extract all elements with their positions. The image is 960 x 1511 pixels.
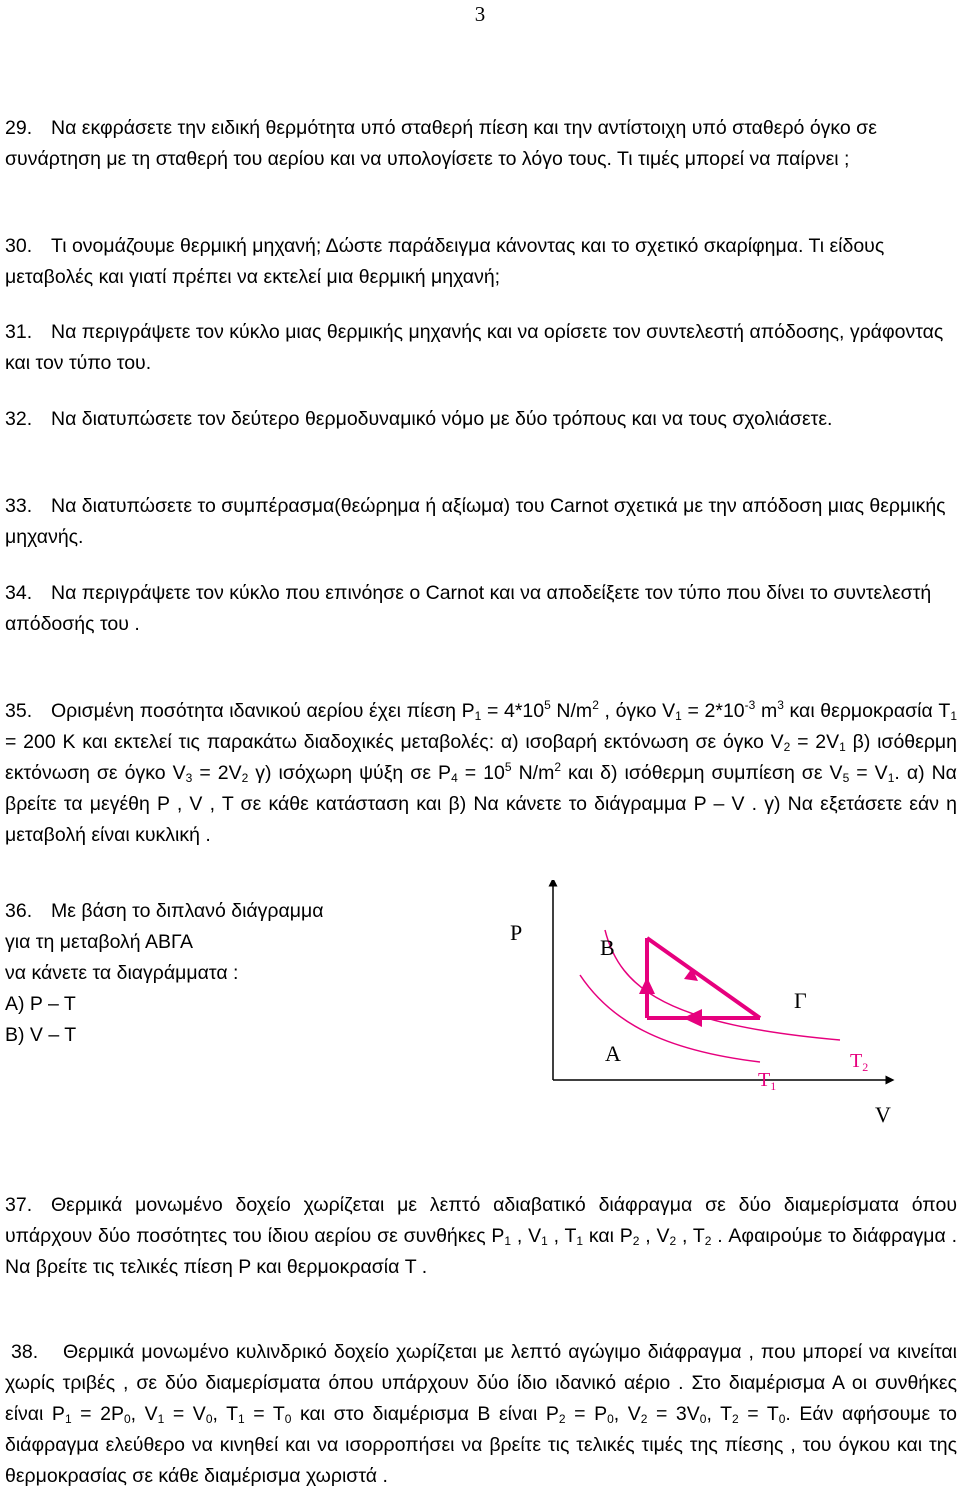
- question-number: 36.: [5, 900, 33, 922]
- subscript: 1: [541, 1234, 548, 1248]
- question-text: Να διατυπώσετε το συμπέρασμα(θεώρημα ή αξίωμα) του Carnot σχετικά με την απόδοση μιας θερμικής μηχανής.: [5, 495, 946, 548]
- question-text: Να εκφράσετε την ειδική θερμότητα υπό σταθερή πίεση και την αντίστοιχη υπό σταθερό όγκο σε συνάρτηση με τη σταθερή του αερίου και να υπολογίσετε το λόγο τους. Τι τιμές μπορεί να παίρνει ;: [5, 117, 877, 170]
- subscript: 4: [451, 771, 458, 785]
- text-run: = T: [244, 1403, 285, 1425]
- subscript: 0: [607, 1412, 614, 1426]
- text-run: και P: [583, 1225, 633, 1247]
- t1-letter: T: [758, 1069, 771, 1091]
- subscript: 2: [632, 1234, 640, 1248]
- subscript: 2: [669, 1234, 677, 1248]
- subscript: 1: [576, 1234, 584, 1248]
- label-p: P: [510, 920, 523, 945]
- question-number: 38.: [11, 1341, 39, 1363]
- text-run: = 3V: [647, 1403, 700, 1425]
- subscript: 0: [123, 1412, 131, 1426]
- page-number: 3: [474, 2, 486, 26]
- subscript: 5: [842, 771, 850, 785]
- text-run: , T: [706, 1403, 732, 1425]
- question-number: 29.: [5, 117, 33, 139]
- question-35: [5, 696, 957, 851]
- question-30: [5, 231, 957, 293]
- question-text: Να περιγράψετε τον κύκλο μιας θερμικής μηχανής και να ορίσετε τον συντελεστή απόδοσης, γράφοντας και τον τύπο του.: [5, 321, 944, 374]
- question-31: [5, 317, 957, 379]
- question-38: [5, 1337, 957, 1492]
- question-text: Να περιγράψετε τον κύκλο που επινόησε ο Carnot και να αποδείξετε τον τύπο που δίνει το συντελεστή απόδοσής του .: [5, 582, 932, 635]
- subscript: 1: [887, 771, 895, 785]
- question-33: [5, 491, 957, 553]
- subscript: 1: [839, 740, 846, 754]
- text-run: N/m: [511, 762, 555, 784]
- superscript: 5: [544, 698, 551, 712]
- subscript: 1: [238, 1412, 245, 1426]
- subscript: 2: [241, 771, 249, 785]
- question-number: 30.: [5, 235, 33, 257]
- text-run: = 2V: [192, 762, 242, 784]
- question-text-line: Με βάση το διπλανό διάγραμμα: [51, 900, 324, 922]
- label-v: V: [875, 1102, 891, 1127]
- superscript: 3: [777, 698, 784, 712]
- question-number: 32.: [5, 408, 33, 430]
- superscript: 2: [554, 760, 562, 774]
- text-run: = 4*10: [481, 700, 545, 722]
- subscript: 2: [704, 1234, 712, 1248]
- arrow-ab: [639, 977, 655, 994]
- subscript: 1: [157, 1412, 165, 1426]
- label-t1: [758, 1069, 776, 1093]
- subscript: 2: [732, 1412, 739, 1426]
- text-run: Θερμικά μονωμένο κυλινδρικό δοχείο χωρίζεται με λεπτό αγώγιμο διάφραγμα , που μπορεί να κινείται χωρίς τριβές , σε δύο διαμερίσματα όπου υπάρχουν δύο ίδιο ιδανικό αέριο . Στο διαμέρισμα Α οι συνθήκες είναι P: [5, 1341, 957, 1425]
- text-run: , V: [613, 1403, 641, 1425]
- question-34: [5, 578, 957, 640]
- text-run: Ορισμένη ποσότητα ιδανικού αερίου έχει πίεση P: [51, 700, 475, 722]
- question-32: [5, 404, 957, 435]
- subscript: 1: [64, 1412, 72, 1426]
- subscript: 0: [778, 1412, 786, 1426]
- text-run: = 10: [457, 762, 505, 784]
- isotherm-t2: [605, 930, 840, 1040]
- subscript: 1: [675, 709, 682, 723]
- text-run: και στο διαμέρισμα B είναι P: [291, 1403, 559, 1425]
- superscript: 2: [592, 698, 599, 712]
- text-run: = 2P: [71, 1403, 124, 1425]
- text-run: , T: [676, 1225, 705, 1247]
- text-run: και δ) ισόθερμη συμπίεση σε V: [561, 762, 843, 784]
- text-run: , όγκο V: [598, 700, 676, 722]
- label-t2: [850, 1050, 868, 1074]
- t1-subscript: 1: [770, 1079, 777, 1093]
- text-run: . Εάν αφήσουμε το διάφραγμα ελεύθερο να κινηθεί και να ισορροπήσει να βρείτε τις τελικές τιμές της πίεσης , του όγκου και της θερμοκρασίας σε κάθε διαμέρισμα χωριστά .: [5, 1403, 958, 1487]
- subscript: 2: [640, 1412, 648, 1426]
- question-number: 35.: [5, 700, 33, 722]
- text-run: , T: [212, 1403, 239, 1425]
- text-run: Θερμικά μονωμένο δοχείο χωρίζεται με λεπτό αδιαβατικό διάφραγμα σε δύο διαμερίσματα όπου υπάρχουν δύο ποσότητες του ίδιου αερίου σε συνθήκες P: [5, 1194, 957, 1247]
- label-b: B: [600, 935, 615, 960]
- text-run: . α) Να βρείτε τα μεγέθη P , V , T σε κάθε κατάσταση και β) Να κάνετε το διάγραμμα P – V . γ) Να εξετάσετε εάν η μεταβολή είναι κυκλική .: [5, 762, 957, 846]
- text-run: = T: [738, 1403, 779, 1425]
- subscript: 2: [558, 1412, 566, 1426]
- question-number: 37.: [5, 1194, 33, 1216]
- question-text: Να διατυπώσετε τον δεύτερο θερμοδυναμικό νόμο με δύο τρόπους και να τους σχολιάσετε.: [51, 408, 833, 430]
- text-run: = P: [565, 1403, 608, 1425]
- question-text-line: να κάνετε τα διαγράμματα :: [5, 962, 239, 984]
- label-a: A: [605, 1041, 621, 1066]
- question-text-line: Β) V – T: [5, 1024, 77, 1046]
- subscript: 3: [185, 771, 193, 785]
- subscript: 1: [474, 709, 482, 723]
- subscript: 2: [783, 740, 791, 754]
- subscript: 0: [284, 1412, 292, 1426]
- superscript: 5: [504, 760, 512, 774]
- question-text-line: Α) P – T: [5, 993, 76, 1015]
- text-run: = 200 K και εκτελεί τις παρακάτω διαδοχικές μεταβολές: α) ισοβαρή εκτόνωση σε όγκο V: [5, 731, 784, 753]
- text-run: . Αφαιρούμε το διάφραγμα . Να βρείτε τις τελικές πίεση P και θερμοκρασία T .: [5, 1225, 958, 1278]
- question-number: 31.: [5, 321, 33, 343]
- text-run: β) ισόθερμη εκτόνωση σε όγκο V: [5, 731, 957, 784]
- pv-diagram: [470, 880, 930, 1140]
- t2-letter: T: [850, 1050, 863, 1072]
- question-text-line: για τη μεταβολή ΑΒΓΑ: [5, 931, 193, 953]
- text-run: , T: [547, 1225, 577, 1247]
- label-gamma: Γ: [794, 988, 807, 1013]
- text-run: και θερμοκρασία T: [783, 700, 951, 722]
- subscript: 0: [205, 1412, 213, 1426]
- text-run: , V: [639, 1225, 670, 1247]
- text-run: , V: [511, 1225, 542, 1247]
- text-run: , V: [130, 1403, 158, 1425]
- question-number: 33.: [5, 495, 33, 517]
- text-run: = 2*10: [681, 700, 745, 722]
- question-29: [5, 113, 957, 175]
- question-37: [5, 1190, 957, 1283]
- question-number: 34.: [5, 582, 33, 604]
- t2-subscript: 2: [862, 1060, 869, 1074]
- superscript: -3: [744, 698, 756, 712]
- question-text: Τι ονομάζουμε θερμική μηχανή; Δώστε παράδειγμα κάνοντας και το σχετικό σκαρίφημα. Τι είδους μεταβολές και γιατί πρέπει να εκτελεί μια θερμική μηχανή;: [5, 235, 885, 288]
- process-bg: [647, 938, 760, 1018]
- text-run: = V: [849, 762, 888, 784]
- subscript: 1: [950, 709, 957, 723]
- text-run: m: [755, 700, 778, 722]
- text-run: = V: [164, 1403, 206, 1425]
- text-run: = 2V: [790, 731, 840, 753]
- text-run: N/m: [550, 700, 593, 722]
- text-run: γ) ισόχωρη ψύξη σε P: [248, 762, 452, 784]
- subscript: 1: [504, 1234, 512, 1248]
- question-36: [5, 896, 465, 1051]
- subscript: 0: [699, 1412, 707, 1426]
